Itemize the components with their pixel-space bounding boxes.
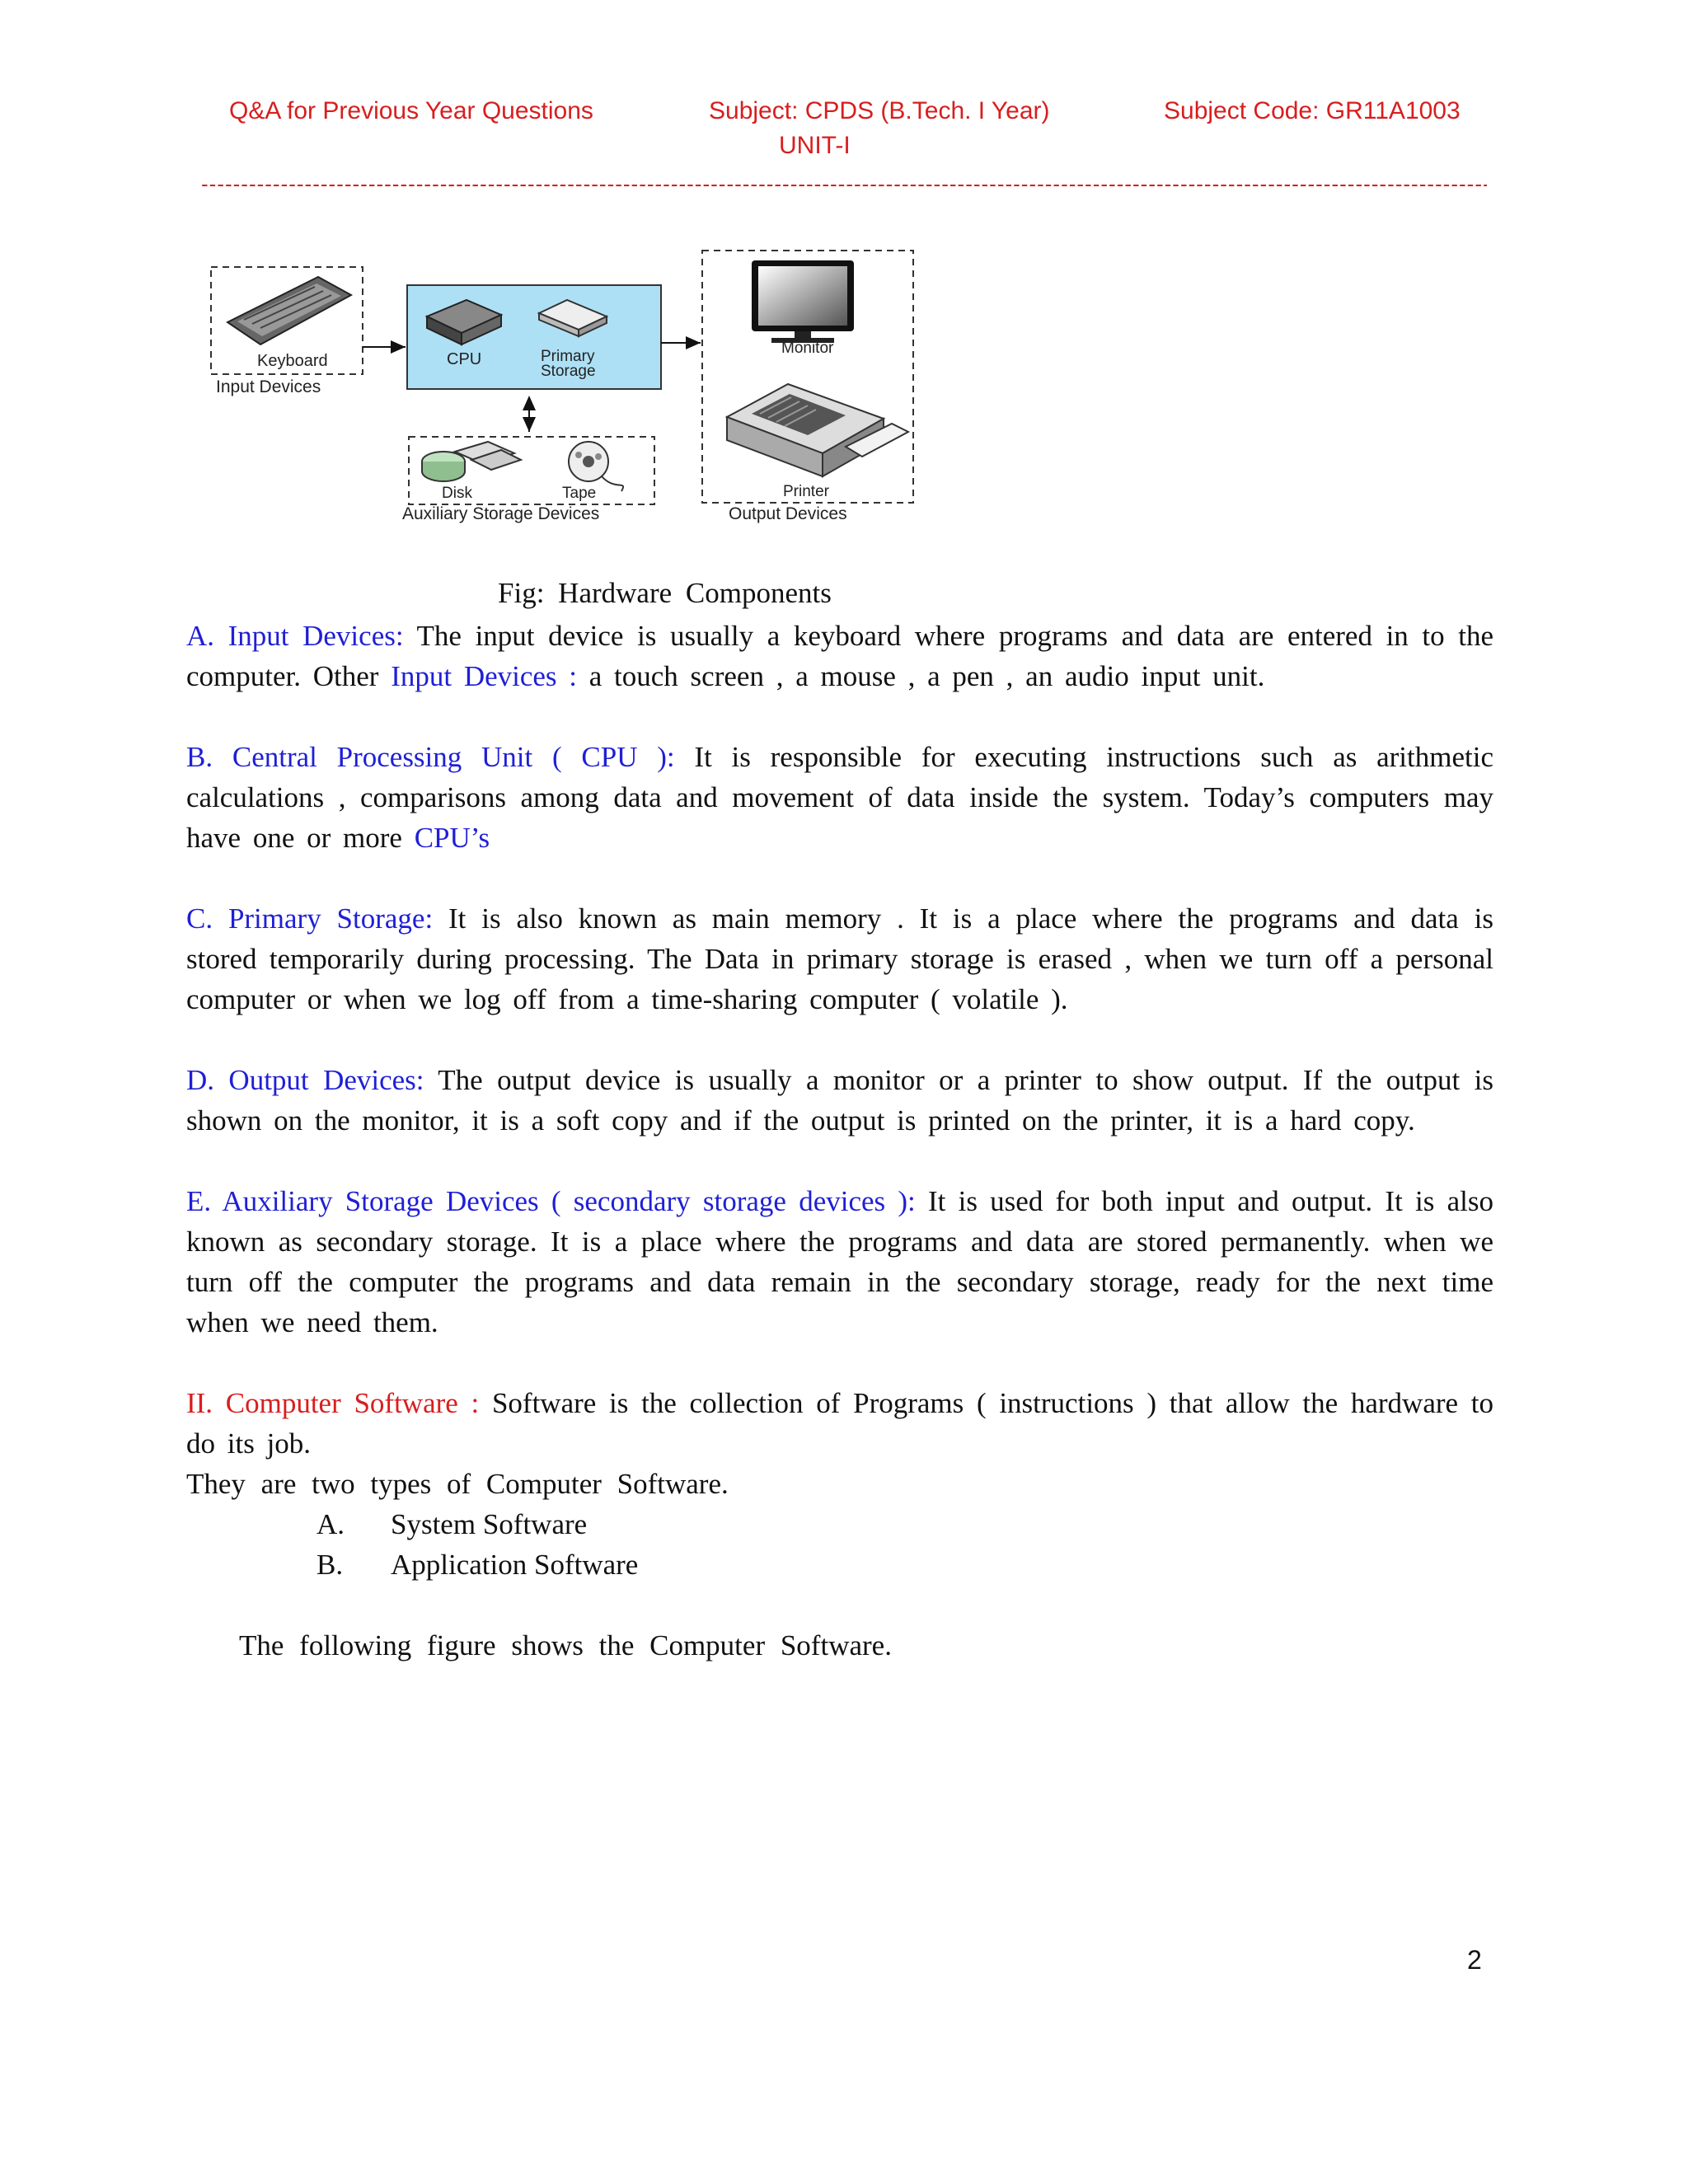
list-marker: B.: [316, 1549, 344, 1581]
tape-label: Tape: [562, 485, 597, 502]
following-figure-text: The following figure shows the Computer Software.: [239, 1629, 892, 1661]
keyboard-label: Keyboard: [257, 352, 328, 370]
input-devices-label: Input Devices: [216, 377, 321, 396]
software-types-intro: They are two types of Computer Software.: [186, 1468, 729, 1500]
printer-icon: [727, 384, 908, 476]
monitor-label: Monitor: [781, 340, 834, 357]
section-heading: A. Input Devices:: [186, 620, 404, 652]
section-cpu: [186, 737, 1493, 858]
tape-icon: [569, 442, 623, 491]
section-heading: B. Central Processing Unit ( CPU ):: [186, 741, 675, 773]
header-left: Q&A for Previous Year Questions: [229, 97, 593, 124]
section-heading: II. Computer Software :: [186, 1387, 480, 1419]
primary-storage-label-2: Storage: [541, 363, 596, 380]
list-text: System Software: [391, 1508, 588, 1540]
section-input-devices: [186, 616, 1493, 696]
section-text: It is also known as main memory . It is a place where the programs and data is stored temporarily during processing. The Data in primary storage is erased , when we turn off a personal computer or when we log off from a time-sharing computer ( volatile ).: [186, 902, 1493, 1015]
section-primary-storage: [186, 898, 1493, 1019]
section-text: It is responsible for executing instructions such as arithmetic calculations , comparisons among data and movement of data inside the system. Today’s computers may have one or more: [186, 741, 1493, 854]
section-computer-software: [186, 1383, 1493, 1464]
inline-highlight: Input Devices :: [391, 660, 578, 692]
header-unit: UNIT-I: [779, 132, 851, 159]
section-text: The output device is usually a monitor or a printer to show output. If the output is shown on the monitor, it is a soft copy and if the output is printed on the printer, it is a hard copy.: [186, 1064, 1493, 1137]
section-text: It is used for both input and output. It is also known as secondary storage. It is a place where the programs and data are stored permanently. when we turn off the computer the programs and data remain in the secondary storage, ready for the next time when we need them.: [186, 1185, 1493, 1338]
section-auxiliary-storage: [186, 1181, 1493, 1343]
cpu-label: CPU: [447, 350, 482, 368]
list-item: [186, 1504, 1493, 1544]
header-subject-code: Subject Code: GR11A1003: [1164, 97, 1461, 124]
monitor-icon: [752, 260, 854, 343]
primary-storage-label-1: Primary: [541, 348, 595, 365]
section-heading: D. Output Devices:: [186, 1064, 424, 1096]
page-number: 2: [1467, 1945, 1482, 1975]
list-marker: A.: [316, 1508, 345, 1540]
section-heading: E. Auxiliary Storage Devices ( secondary storage devices ):: [186, 1185, 916, 1217]
figure-caption: Fig: Hardware Components: [498, 577, 832, 609]
cpu-group: [407, 285, 661, 389]
list-text: Application Software: [391, 1549, 639, 1581]
hardware-components-diagram: [195, 244, 936, 541]
section-text: The input device is usually a keyboard where programs and data are entered in to the computer. Other: [186, 620, 1493, 692]
section-heading: C. Primary Storage:: [186, 902, 434, 935]
section-text: Software is the collection of Programs ( instructions ) that allow the hardware to do its job.: [186, 1387, 1493, 1460]
printer-label: Printer: [783, 483, 829, 500]
keyboard-icon: [227, 277, 351, 344]
inline-highlight: CPU’s: [414, 822, 490, 854]
disk-icon: [422, 442, 521, 481]
document-body: [186, 616, 1493, 1666]
section-output-devices: [186, 1060, 1493, 1141]
input-devices-group: [211, 267, 363, 396]
list-item: [186, 1544, 1493, 1585]
disk-label: Disk: [442, 485, 472, 502]
header-subject: Subject: CPDS (B.Tech. I Year): [709, 97, 1050, 124]
header-divider: [201, 171, 1487, 197]
section-text: a touch screen , a mouse , a pen , an audio input unit.: [577, 660, 1265, 692]
output-devices-label: Output Devices: [729, 504, 847, 523]
auxiliary-storage-label: Auxiliary Storage Devices: [402, 504, 600, 523]
auxiliary-storage-group: [402, 437, 654, 523]
output-devices-group: [702, 251, 913, 523]
